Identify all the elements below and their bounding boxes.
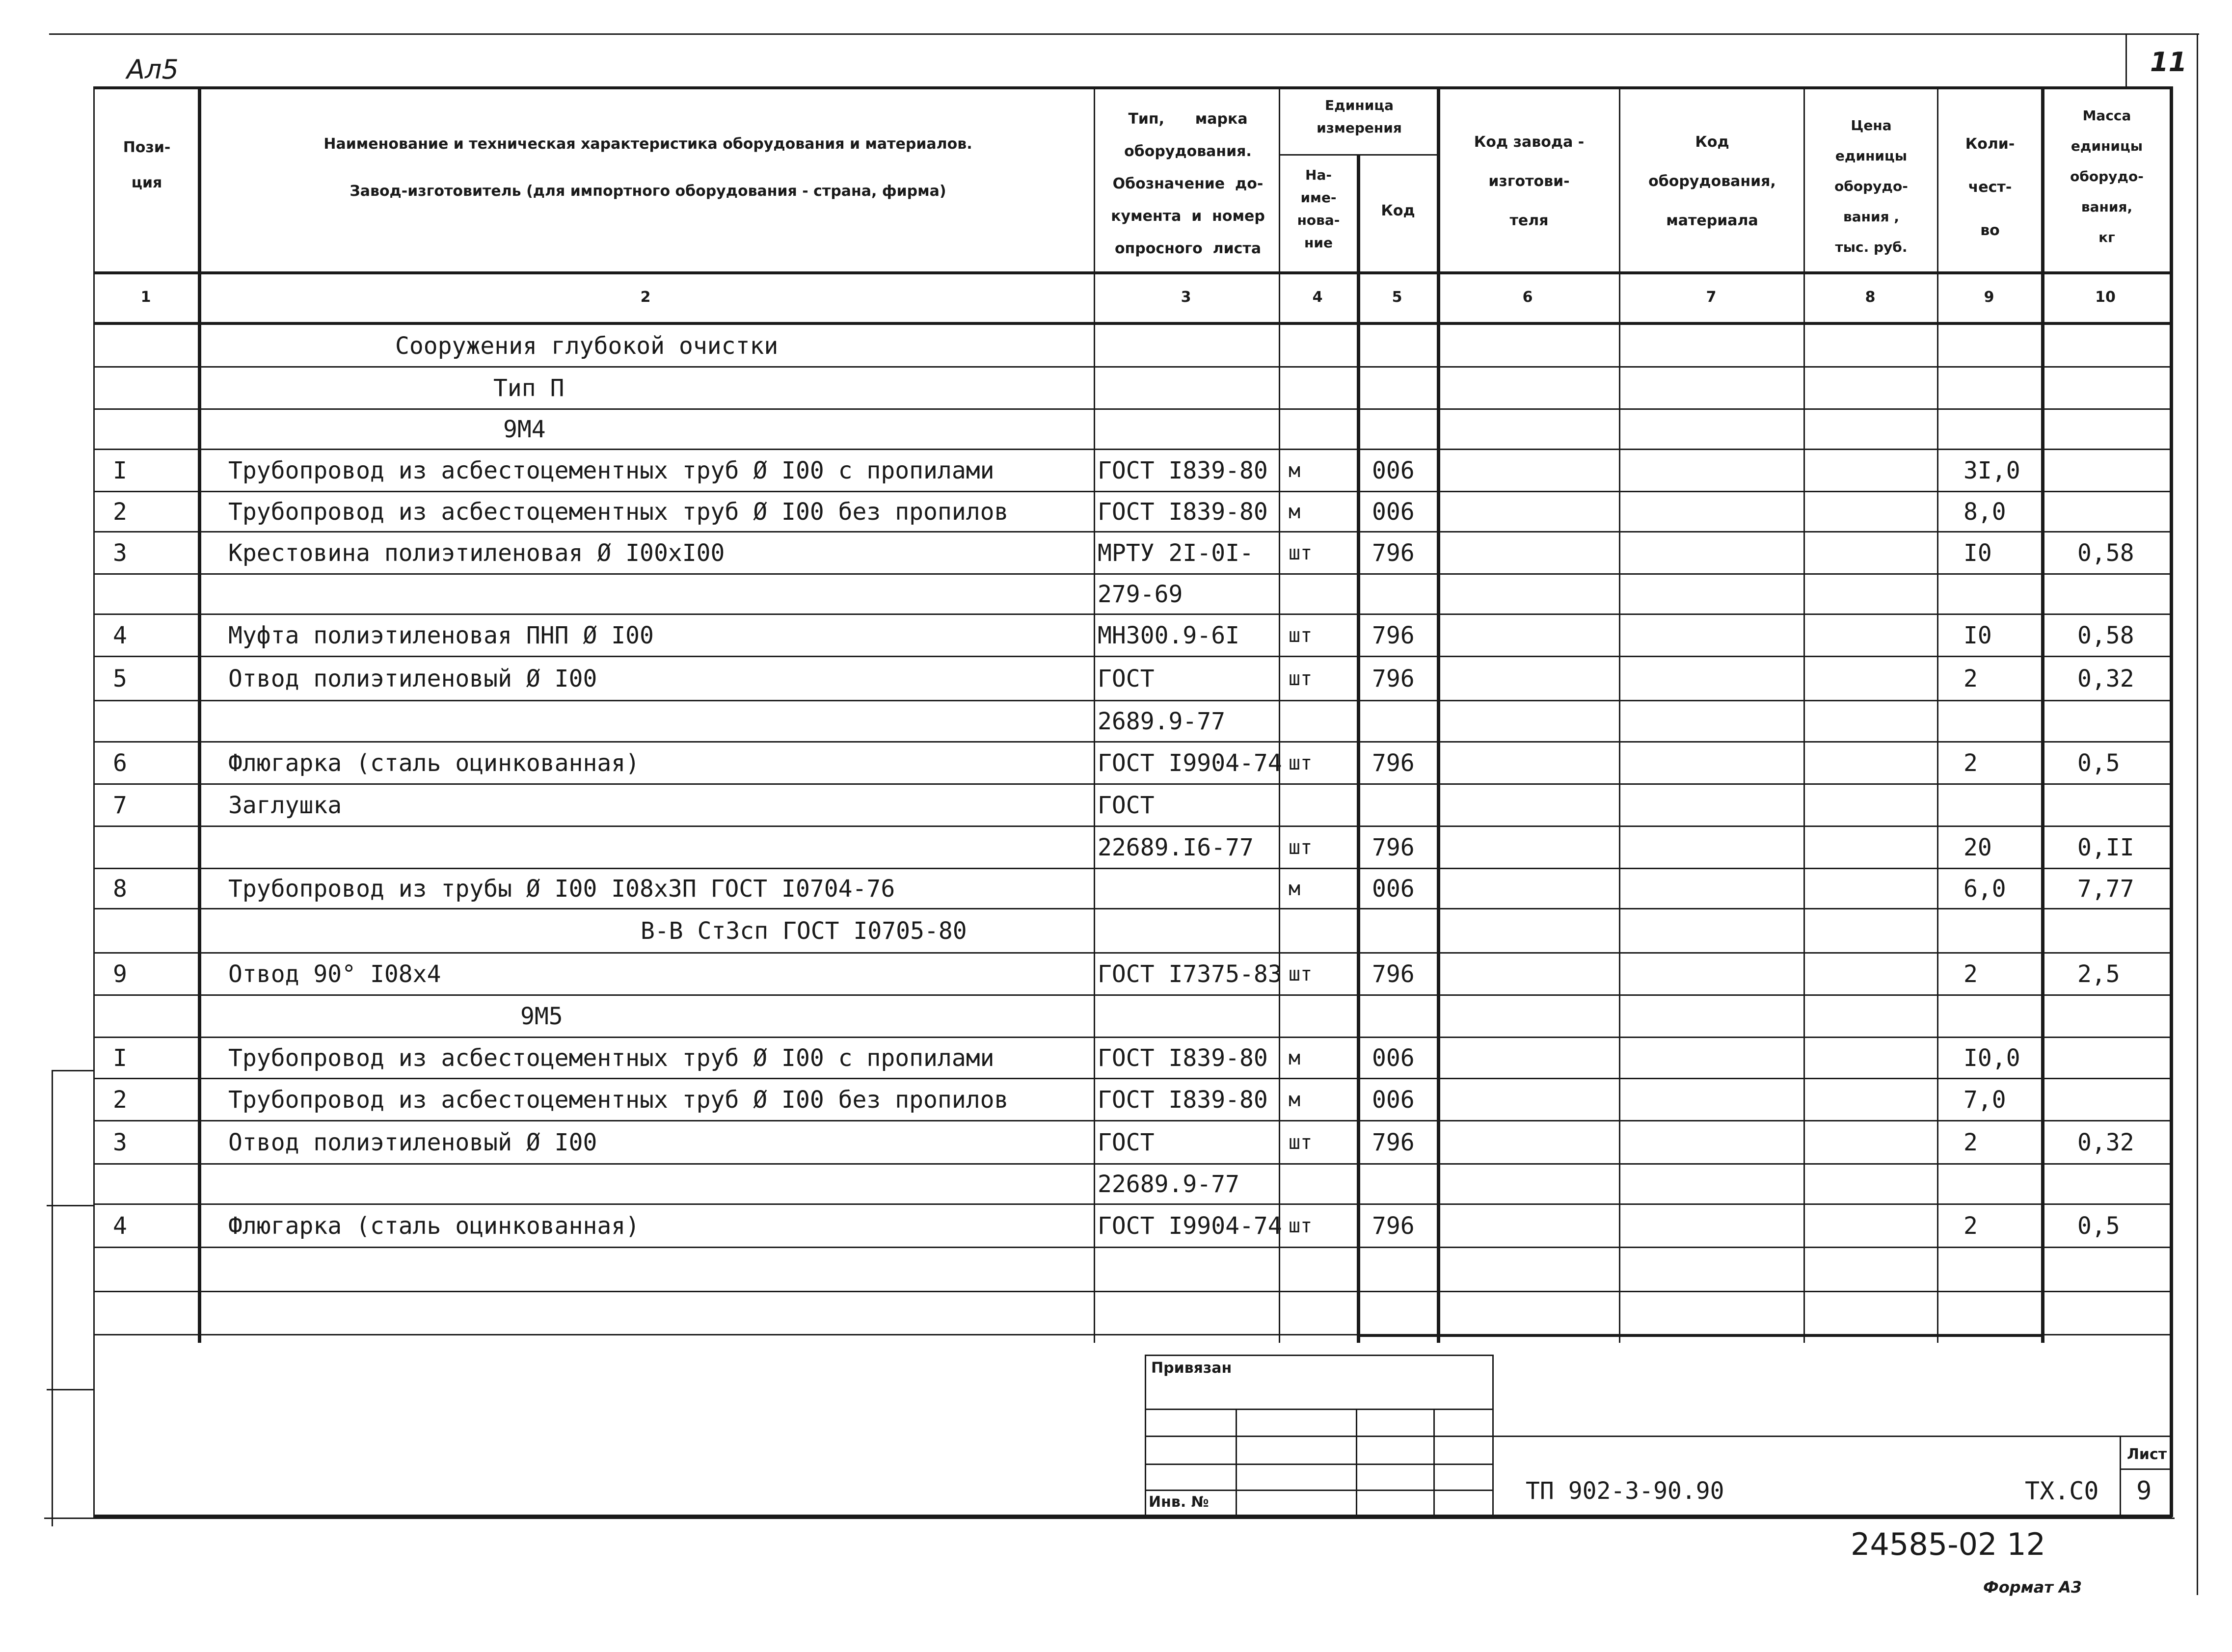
format-label: Формат А3 <box>1983 1578 2082 1597</box>
row-line <box>93 908 2172 909</box>
binding-tick-3 <box>47 1389 93 1390</box>
row-position: 4 <box>113 1212 127 1240</box>
row-name: В-В Ст3сп ГОСТ I0705-80 <box>641 917 967 945</box>
col-line-5 <box>1357 155 1360 1343</box>
row-unit-code: 796 <box>1372 665 1415 693</box>
row-line <box>93 952 2172 954</box>
sheet-number: 9 <box>2136 1476 2152 1506</box>
row-quantity: 3I,0 <box>1963 457 2020 484</box>
row-name: Отвод 90° I08х4 <box>228 960 441 988</box>
stamp-line-3 <box>1145 1464 1493 1465</box>
row-line <box>93 491 2172 492</box>
header-unit-text: Единица измерения <box>1317 97 1402 136</box>
row-name: Отвод полиэтиленовый Ø I00 <box>228 665 597 693</box>
row-mass: 0,32 <box>2077 665 2134 693</box>
col-line-10 <box>2041 86 2044 1343</box>
row-line <box>93 1247 2172 1248</box>
row-position: 4 <box>113 622 127 649</box>
row-name: Трубопровод из асбестоцементных труб Ø I00 без пропилов <box>228 1086 1009 1114</box>
row-unit-code: 796 <box>1372 539 1415 567</box>
header-position <box>96 130 198 201</box>
row-line <box>93 1203 2172 1205</box>
row-name: Флюгарка (сталь оцинкованная) <box>228 1212 640 1240</box>
row-type: ГОСТ <box>1098 665 1155 693</box>
header-price <box>1805 110 1937 263</box>
bottom-frame-line <box>44 1518 2175 1519</box>
row-quantity: 2 <box>1963 665 1978 693</box>
table-top-line <box>93 86 2172 89</box>
row-position: 7 <box>113 792 127 819</box>
row-name: 9М5 <box>520 1003 563 1030</box>
stamp-bound-label: Привязан <box>1151 1359 1232 1377</box>
row-name: Сооружения глубокой очистки <box>395 332 779 360</box>
column-number-7: 7 <box>1706 289 1717 306</box>
page-number: 11 <box>2150 47 2187 78</box>
header-name-text-b: Завод-изготовитель (для импортного оборудования - страна, фирма) <box>350 183 946 200</box>
column-number-2: 2 <box>640 289 651 306</box>
row-unit: шт <box>1289 1215 1313 1237</box>
row-quantity: 2 <box>1963 1129 1978 1156</box>
col-line-4 <box>1279 86 1280 1343</box>
column-number-8: 8 <box>1865 289 1876 306</box>
row-quantity: 8,0 <box>1963 498 2006 526</box>
row-quantity: I0 <box>1963 539 1992 567</box>
header-name-text-a: Наименование и техническая характеристика оборудования и материалов. <box>323 135 972 153</box>
unit-header-split <box>1279 154 1438 156</box>
column-number-1: 1 <box>140 289 151 306</box>
stamp-line-4 <box>1145 1490 1493 1491</box>
row-position: I <box>113 457 127 484</box>
row-unit-code: 006 <box>1372 457 1415 484</box>
header-bottom-line <box>93 271 2172 274</box>
stamp-inv-label: Инв. № <box>1149 1493 1209 1511</box>
binding-line-1 <box>52 1070 53 1526</box>
row-name: Трубопровод из асбестоцементных труб Ø I00 с пропилами <box>228 1044 995 1072</box>
row-line <box>93 741 2172 743</box>
row-name: Крестовина полиэтиленовая Ø I00хI00 <box>228 539 725 567</box>
row-mass: 0,32 <box>2077 1129 2134 1156</box>
row-name: Трубопровод из асбестоцементных труб Ø I00 без пропилов <box>228 498 1009 526</box>
column-number-10: 10 <box>2095 289 2116 306</box>
row-mass: 0,II <box>2077 834 2134 861</box>
row-type: ГОСТ I9904-74 <box>1098 749 1282 777</box>
row-type: МРТУ 2I-0I- <box>1098 539 1254 567</box>
header-unit-code-text: Код <box>1381 202 1415 219</box>
header-factory-code-text: Код завода - изготови- теля <box>1474 133 1585 229</box>
row-mass: 2,5 <box>2077 960 2120 988</box>
row-name: Тип П <box>493 374 565 402</box>
row-line <box>93 573 2172 575</box>
archive-number: 24585-02 12 <box>1851 1526 2046 1562</box>
row-name: Отвод полиэтиленовый Ø I00 <box>228 1129 597 1156</box>
col-line-8 <box>1803 86 1805 1343</box>
row-unit-code: 006 <box>1372 1044 1415 1072</box>
row-type: ГОСТ I839-80 <box>1098 1044 1268 1072</box>
row-type: ГОСТ <box>1098 792 1155 819</box>
row-unit: шт <box>1289 1131 1313 1154</box>
row-name: Трубопровод из асбестоцементных труб Ø I00 с пропилами <box>228 457 995 484</box>
row-quantity: 2 <box>1963 960 1978 988</box>
row-position: 9 <box>113 960 127 988</box>
row-unit-code: 006 <box>1372 1086 1415 1114</box>
row-line <box>93 783 2172 785</box>
title-block-top <box>1492 1436 2172 1437</box>
sheet-box-left <box>2120 1436 2121 1517</box>
header-equipment-code-text: Код оборудования, материала <box>1648 133 1776 229</box>
binding-tick-2 <box>47 1205 93 1206</box>
row-type: ГОСТ I839-80 <box>1098 498 1268 526</box>
row-line <box>93 1163 2172 1165</box>
row-type: ГОСТ I839-80 <box>1098 1086 1268 1114</box>
row-unit: шт <box>1289 836 1313 859</box>
header-unit-name <box>1280 164 1357 254</box>
row-unit: шт <box>1289 963 1313 986</box>
row-unit-code: 006 <box>1372 498 1415 526</box>
section-code: ТХ.С0 <box>2025 1477 2099 1505</box>
header-equipment-code <box>1621 123 1803 240</box>
row-type: 2689.9-77 <box>1098 708 1226 735</box>
row-unit-code: 796 <box>1372 1212 1415 1240</box>
row-quantity: I0 <box>1963 622 1992 649</box>
row-line <box>93 826 2172 827</box>
row-line <box>93 1037 2172 1038</box>
header-quantity <box>1939 123 2041 252</box>
page-number-box-left <box>2125 34 2127 88</box>
row-unit: шт <box>1289 752 1313 774</box>
row-line <box>93 408 2172 410</box>
column-number-3: 3 <box>1181 289 1191 306</box>
row-position: 2 <box>113 498 127 526</box>
stamp-line-1 <box>1145 1409 1493 1410</box>
row-quantity: 2 <box>1963 749 1978 777</box>
row-line <box>93 868 2172 869</box>
header-unit <box>1281 94 1437 139</box>
header-name-line2 <box>206 176 1090 207</box>
row-unit-code: 796 <box>1372 834 1415 861</box>
row-line <box>93 366 2172 368</box>
row-quantity: 2 <box>1963 1212 1978 1240</box>
row-position: 6 <box>113 749 127 777</box>
row-type: ГОСТ I839-80 <box>1098 457 1268 484</box>
row-line <box>93 700 2172 701</box>
row-line <box>93 1078 2172 1079</box>
table-end-line <box>93 1334 2172 1335</box>
row-unit: м <box>1289 459 1301 482</box>
row-unit-code: 796 <box>1372 960 1415 988</box>
col-line-6 <box>1437 86 1440 1343</box>
row-quantity: 7,0 <box>1963 1086 2006 1114</box>
row-quantity: 20 <box>1963 834 1992 861</box>
row-quantity: 6,0 <box>1963 875 2006 903</box>
stamp-line-2 <box>1145 1436 1493 1437</box>
row-line <box>93 1120 2172 1121</box>
column-number-4: 4 <box>1312 289 1323 306</box>
header-mass-text: Масса единицы оборудо- вания, кг <box>2070 107 2144 245</box>
row-type: 22689.I6-77 <box>1098 834 1254 861</box>
row-position: I <box>113 1044 127 1072</box>
sheet-label: Лист <box>2127 1446 2167 1463</box>
corner-mark: Ал5 <box>127 54 179 85</box>
row-position: 5 <box>113 665 127 693</box>
col-line-3 <box>1094 86 1095 1343</box>
row-type: 22689.9-77 <box>1098 1171 1239 1198</box>
row-position: 3 <box>113 539 127 567</box>
row-unit-code: 796 <box>1372 1129 1415 1156</box>
header-position-text: Пози- ция <box>123 139 171 191</box>
row-name: Флюгарка (сталь оцинкованная) <box>228 749 640 777</box>
row-position: 2 <box>113 1086 127 1114</box>
row-mass: 0,58 <box>2077 622 2134 649</box>
row-unit: м <box>1289 1089 1301 1111</box>
row-mass: 0,5 <box>2077 749 2120 777</box>
stamp-col-1 <box>1236 1409 1237 1517</box>
stamp-col-3 <box>1433 1409 1435 1517</box>
row-position: 8 <box>113 875 127 903</box>
row-quantity: I0,0 <box>1963 1044 2020 1072</box>
row-unit: м <box>1289 501 1301 523</box>
header-unit-code <box>1359 195 1437 227</box>
row-unit-code: 006 <box>1372 875 1415 903</box>
column-number-9: 9 <box>1984 289 1994 306</box>
row-line <box>93 613 2172 615</box>
binding-tick-1 <box>52 1070 93 1071</box>
header-factory-code <box>1439 123 1619 240</box>
row-type: 279-69 <box>1098 581 1183 608</box>
col-line-7 <box>1619 86 1620 1343</box>
row-mass: 0,58 <box>2077 539 2134 567</box>
row-unit: шт <box>1289 667 1313 690</box>
col-line-9 <box>1937 86 1938 1343</box>
table-right-border <box>2170 86 2173 1517</box>
header-type <box>1097 103 1279 265</box>
col-line-2 <box>198 86 201 1343</box>
document-code: ТП 902-3-90.90 <box>1526 1477 1724 1505</box>
row-line <box>93 449 2172 450</box>
header-quantity-text: Коли- чест- во <box>1965 135 2015 239</box>
header-mass <box>2044 101 2170 253</box>
right-outer-line <box>2197 34 2198 1595</box>
row-unit: шт <box>1289 624 1313 647</box>
row-line <box>93 1291 2172 1292</box>
row-type: ГОСТ <box>1098 1129 1155 1156</box>
row-name: Заглушка <box>228 792 342 819</box>
sheet-box-split <box>2120 1468 2171 1470</box>
colnum-bottom-line <box>93 322 2172 325</box>
row8-underline <box>616 908 920 909</box>
header-price-text: Цена единицы оборудо- вания , тыс. руб. <box>1834 117 1908 255</box>
row-unit-code: 796 <box>1372 749 1415 777</box>
row-name: Муфта полиэтиленовая ПНП Ø I00 <box>228 622 654 649</box>
top-frame-line <box>49 33 2199 35</box>
row-mass: 7,77 <box>2077 875 2134 903</box>
column-number-6: 6 <box>1522 289 1533 306</box>
row-name: 9М4 <box>503 416 546 443</box>
row-type: ГОСТ I9904-74 <box>1098 1212 1282 1240</box>
row-position: 3 <box>113 1129 127 1156</box>
row-name: Трубопровод из трубы Ø I00 I08х3П ГОСТ I0704-76 <box>228 875 895 903</box>
stamp-col-2 <box>1356 1409 1357 1517</box>
row-unit: м <box>1289 1047 1301 1069</box>
header-type-text: Тип, марка оборудования. Обозначение до- кумента и номер опросного листа <box>1111 110 1265 257</box>
binding-line-2 <box>93 86 95 1517</box>
row-unit: м <box>1289 878 1301 900</box>
row-mass: 0,5 <box>2077 1212 2120 1240</box>
header-unit-name-text: На- име- нова- ние <box>1297 167 1340 251</box>
row-unit-code: 796 <box>1372 622 1415 649</box>
stamp-top <box>1145 1355 1493 1356</box>
row-line <box>93 656 2172 657</box>
row-line <box>93 531 2172 533</box>
row-unit: шт <box>1289 542 1313 564</box>
header-name-line1 <box>206 129 1090 160</box>
column-number-5: 5 <box>1392 289 1402 306</box>
row-type: ГОСТ I7375-83 <box>1098 960 1282 988</box>
row-line <box>93 994 2172 996</box>
row-type: МН300.9-6I <box>1098 622 1239 649</box>
